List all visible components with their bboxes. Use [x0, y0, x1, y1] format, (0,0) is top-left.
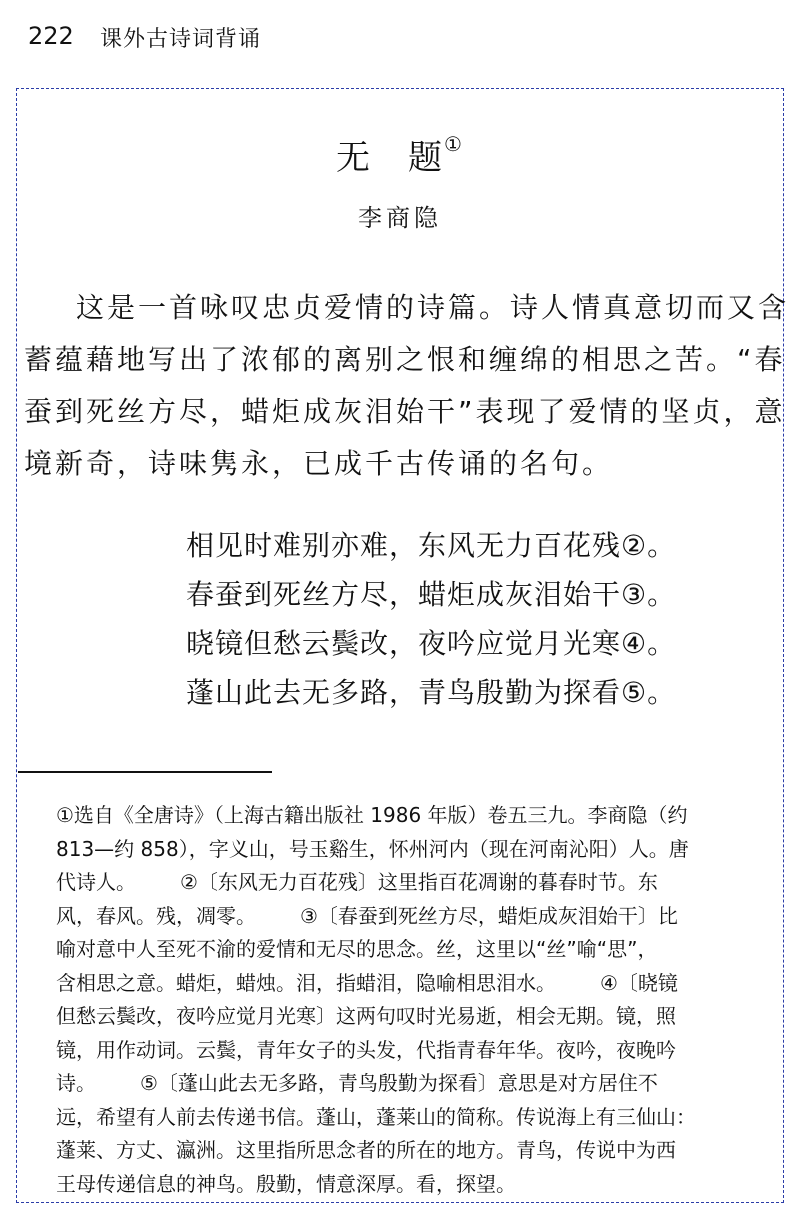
footnote-line [56, 900, 791, 934]
footnote-line: 813—约 858），字义山，号玉谿生，怀州河内（现在河南沁阳）人。唐 [56, 836, 689, 861]
footnote-text: 诗。 [56, 1071, 96, 1095]
footnote-line: 王母传递信息的神鸟。殷勤，情意深厚。看，探望。 [56, 1171, 516, 1196]
footnote-line: 喻对意中人至死不渝的爱情和无尽的思念。丝，这里以“丝”喻“思”， [56, 937, 658, 961]
poem-title-text: 无 题 [336, 138, 445, 178]
intro-line: 这是一首咏叹忠贞爱情的诗篇。诗人情真意切而又含 [76, 291, 790, 324]
poem-line: 晓镜但愁云鬓改，夜吟应觉月光寒④。 [186, 627, 677, 660]
intro-paragraph [24, 282, 794, 490]
footnote-line: 但愁云鬓改，夜吟应觉月光寒〕这两句叹时光易逝，相会无期。镜，照 [56, 1004, 676, 1028]
poem-line: 春蚕到死丝方尽，蜡炬成灰泪始干③。 [186, 578, 677, 611]
poem-body [186, 521, 676, 717]
footnote-text: ③〔春蚕到死丝方尽，蜡炬成灰泪始干〕比 [300, 903, 678, 928]
footnote-text: 代诗人。 [56, 870, 136, 894]
footnote-divider [18, 771, 272, 773]
footnote-line [56, 967, 791, 1001]
footnote-line: 蓬莱、方丈、瀛洲。这里指所思念者的所在的地方。青鸟，传说中为西 [56, 1138, 676, 1162]
footnote-line [56, 866, 791, 900]
footnote-line: 远，希望有人前去传递书信。蓬山，蓬莱山的简称。传说海上有三仙山： [56, 1104, 696, 1129]
footnote-line: 镜，用作动词。云鬓，青年女子的头发，代指青春年华。夜吟，夜晚吟 [56, 1037, 676, 1062]
poem-line: 相见时难别亦难，东风无力百花残②。 [186, 529, 677, 562]
footnote-line [56, 1067, 791, 1101]
poem-line: 蓬山此去无多路，青鸟殷勤为探看⑤。 [186, 676, 677, 709]
footnote-text: ④〔晓镜 [600, 970, 678, 995]
running-title: 课外古诗词背诵 [100, 27, 262, 52]
title-footnote-mark: ① [444, 132, 464, 156]
poem-author: 李商隐 [358, 204, 442, 232]
footnote-text: ②〔东风无力百花残〕这里指百花凋谢的暮春时节。东 [180, 870, 658, 894]
intro-line: 境新奇，诗味隽永，已成千古传诵的名句。 [24, 447, 614, 480]
footnotes [56, 799, 791, 1201]
page-number: 222 [28, 22, 74, 50]
intro-line: 蚕到死丝方尽，蜡炬成灰泪始干”表现了爱情的坚贞，意 [24, 395, 786, 428]
footnote-text: 风，春风。残，凋零。 [56, 903, 256, 928]
footnote-line: ①选自《全唐诗》（上海古籍出版社 1986 年版）卷五三九。李商隐（约 [56, 803, 688, 827]
footnote-text: 含相思之意。蜡炬，蜡烛。泪，指蜡泪，隐喻相思泪水。 [56, 970, 556, 995]
footnote-text: ⑤〔蓬山此去无多路，青鸟殷勤为探看〕意思是对方居住不 [140, 1071, 658, 1095]
intro-line: 蓄蕴藉地写出了浓郁的离别之恨和缠绵的相思之苦。“春 [24, 343, 786, 376]
poem-title [0, 130, 800, 179]
